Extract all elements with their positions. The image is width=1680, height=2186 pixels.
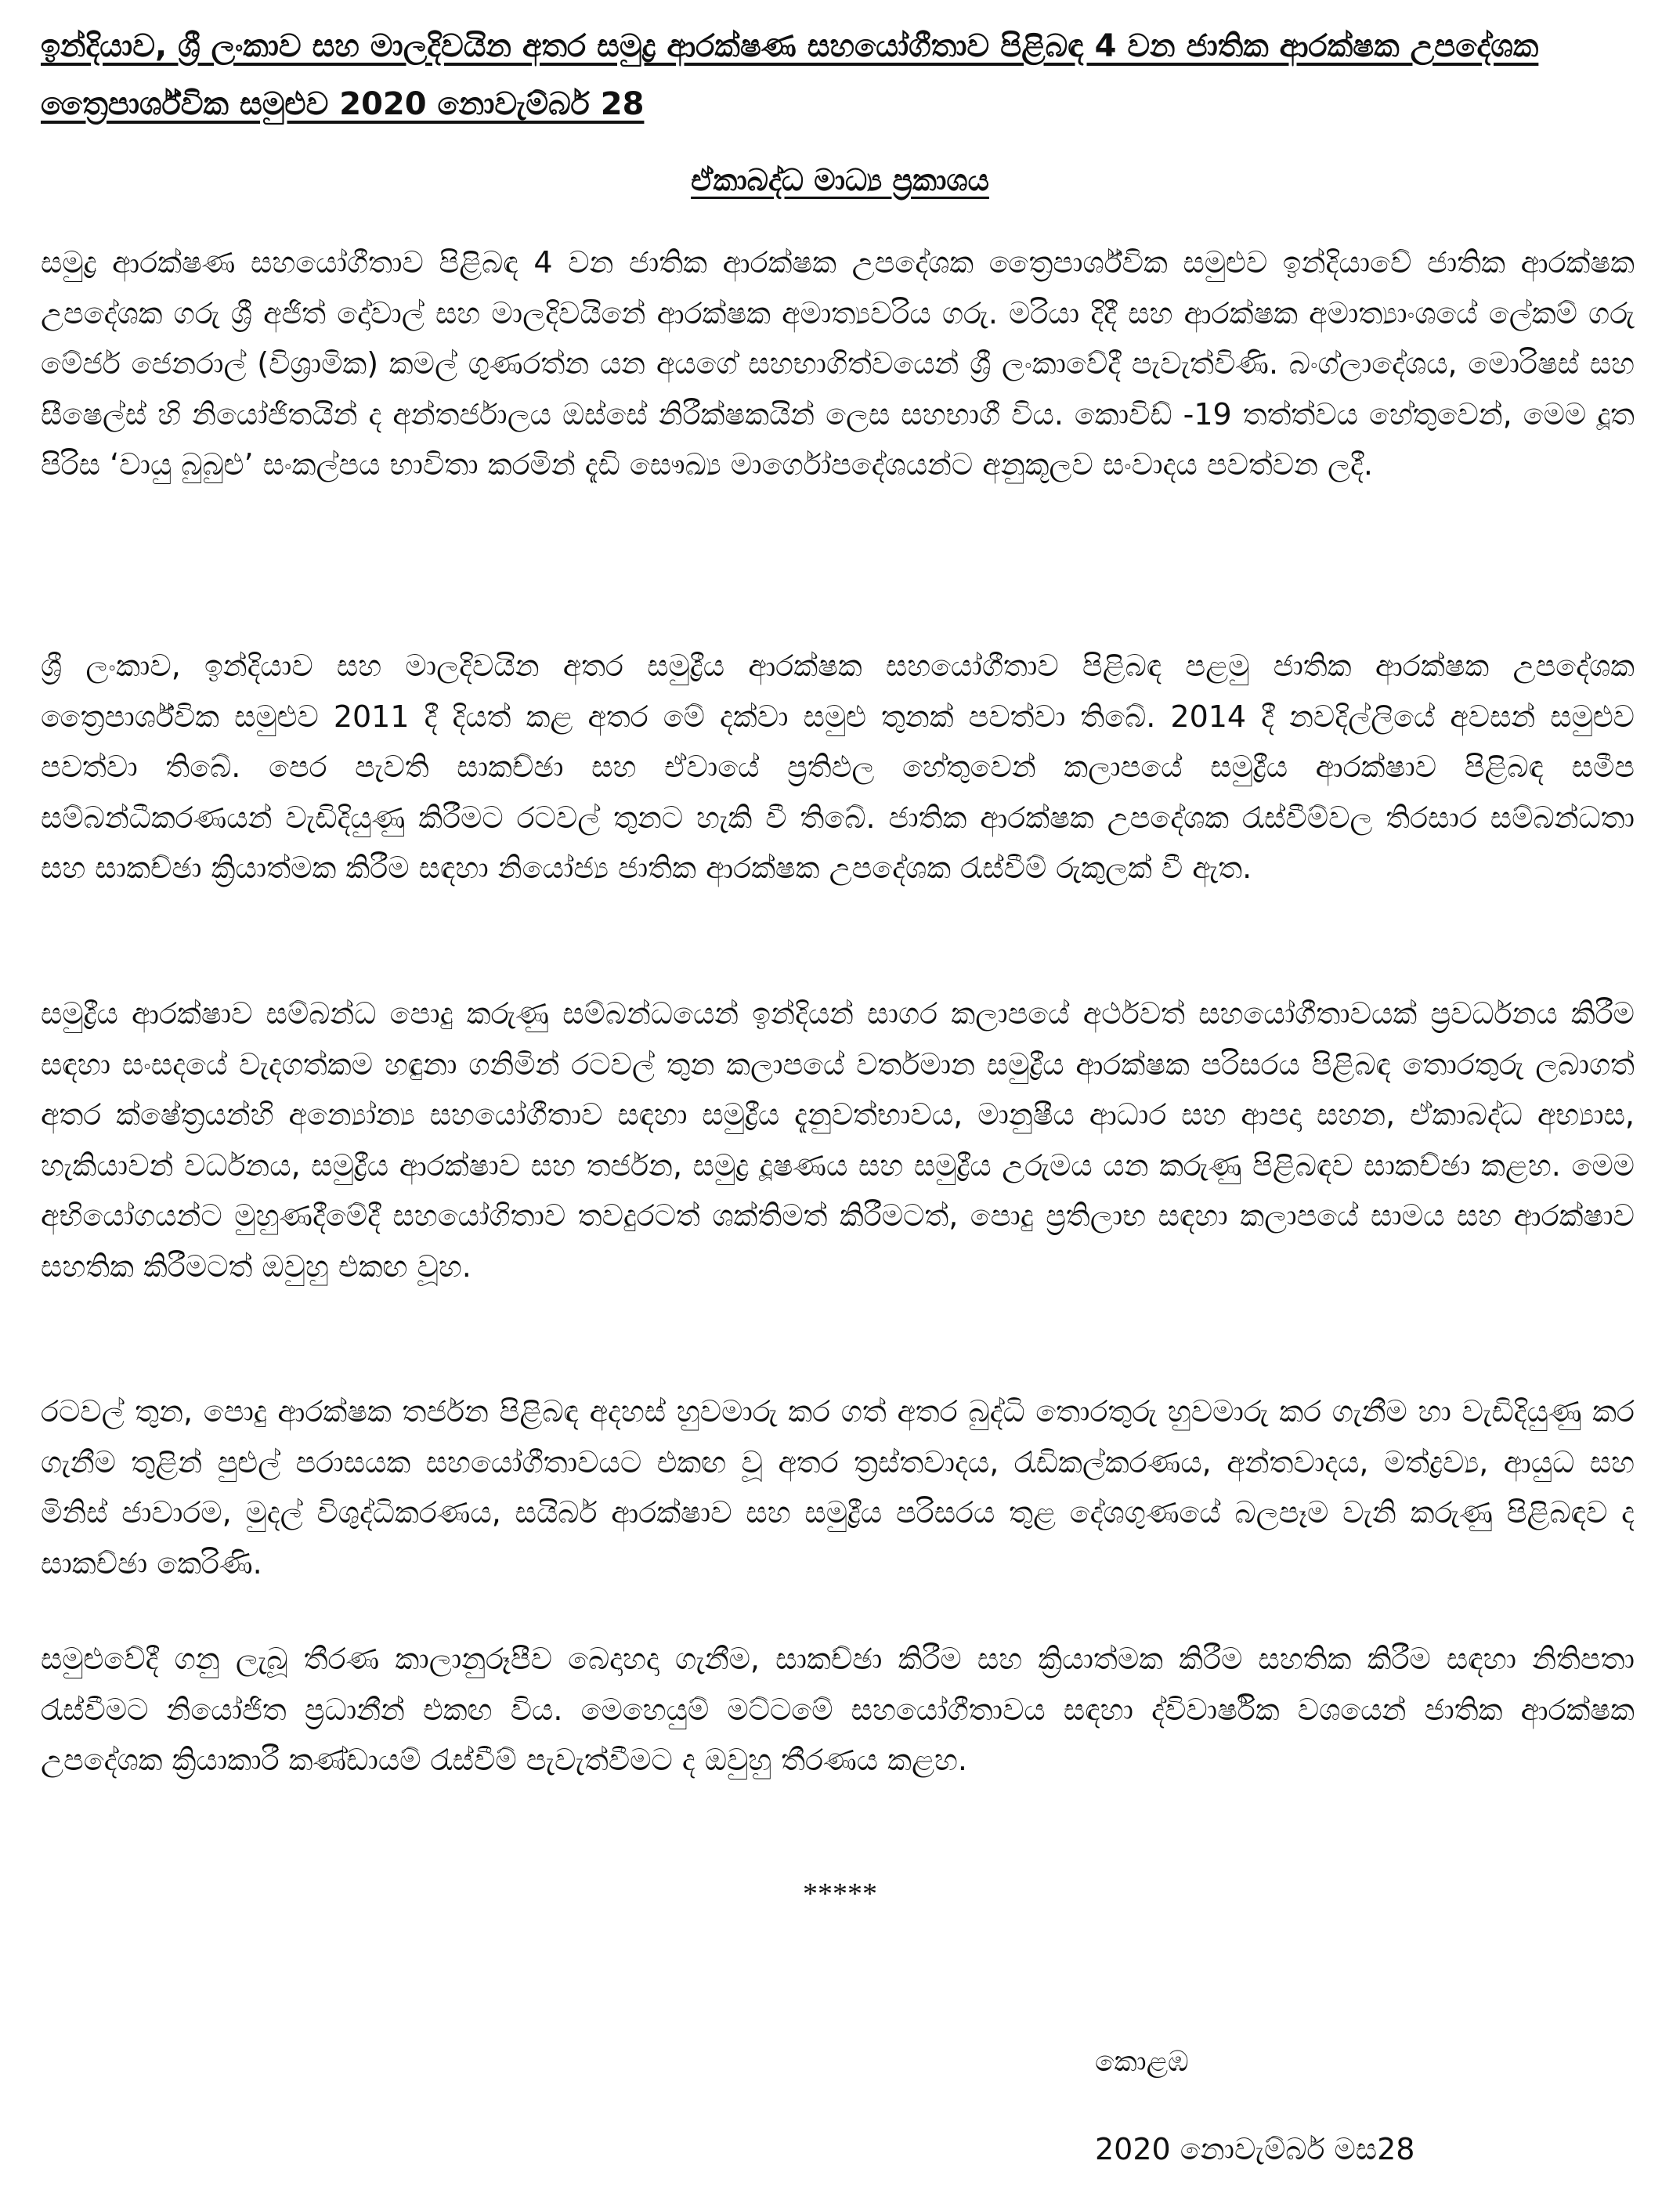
paragraph: රටවල් තුන, පොදු ආරක්ෂක තර්ජන පිළිබඳ අදහස් හුවමාරු කර ගත් අතර බුද්ධි තොරතුරු හුවමාරු කර ගැනීම හා වැඩිදියුණු කර ගැනීම තුළින් පුළුල් පරාසයක සහයෝගීතාවයට එකඟ වූ අතර ත්‍රස්තවාදය, රැඩිකල්කරණය, අන්තවාදය, මත්ද්‍රව්‍ය, ආයුධ සහ මිනිස් ජාවාරම, මුදල් විශුද්ධිකරණය, සයිබර් ආරක්ෂාව සහ සමුද්‍රීය පරිසරය තුළ දේශගුණයේ බලපෑම වැනි කරුණු පිළිබඳව ද සාකච්ඡා කෙරිණි. — [41, 1394, 1635, 1581]
document-title: ඉන්දියාව, ශ්‍රී ලංකාව සහ මාලදිවයින අතර සමුද්‍ර ආරක්ෂණ සහයෝගීතාව පිළිබඳ 4 වන ජාතික ආරක්ෂක උපදේශක ත්‍රෛපාර්ශ්වික සමුළුව 2020 නොවැම්බර් 28 — [41, 28, 1539, 122]
document-subtitle: ඒකාබද්ධ මාධ්‍ය ප්‍රකාශය — [691, 163, 989, 197]
paragraph: සමුළුවේදී ගනු ලැබූ තීරණ කාලානුරූපීව බෙදාහදා ගැනීම, සාකච්ඡා කිරීම සහ ක්‍රියාත්මක කිරීම සහතික කිරීම සඳහා නිතිපතා රැස්වීමට නියෝජිත ප්‍රධානීන් එකඟ විය. මෙහෙයුම් මට්ටමේ සහයෝගීතාවය සඳහා ද්විවාර්ෂික වශයෙන් ජාතික ආරක්ෂක උපදේශක ක්‍රියාකාරී කණ්ඩායම් රැස්වීම් පැවැත්වීමට ද ඔවුහු තීරණය කළහ. — [41, 1642, 1635, 1777]
paragraph: සමුද්‍රීය ආරක්ෂාව සම්බන්ධ පොදු කරුණු සම්බන්ධයෙන් ඉන්දියන් සාගර කලාපයේ අර්ථවත් සහයෝගීතාවයක් ප්‍රවර්ධනය කිරීම සඳහා සංසදයේ වැදගත්කම හඳුනා ගනිමින් රටවල් තුන කලාපයේ වර්තමාන සමුද්‍රීය ආරක්ෂක පරිසරය පිළිබඳ තොරතුරු ලබාගත් අතර ක්ෂේත්‍රයන්හි අන්‍යෝන්‍ය සහයෝගීතාව සඳහා සමුද්‍රීය දැනුවත්භාවය, මානුෂීය ආධාර සහ ආපදා සහන, ඒකාබද්ධ අභ්‍යාස, හැකියාවන් වර්ධනය, සමුද්‍රීය ආරක්ෂාව සහ තර්ජන, සමුද්‍ර දූෂණය සහ සමුද්‍රීය උරුමය යන කරුණු පිළිබඳව සාකච්ඡා කළහ. මෙම අභියෝගයන්ට මුහුණදීමේදී සහයෝගිතාව තවදුරටත් ශක්තිමත් කිරීමටත්, පොදු ප්‍රතිලාභ සඳහා කලාපයේ සාමය සහ ආරක්ෂාව සහතික කිරීමටත් ඔවුහු එකඟ වූහ. — [41, 996, 1635, 1284]
separator: ***** — [803, 1877, 877, 1910]
document-date: 2020 නොවැම්බර් මස28 — [1095, 2132, 1415, 2166]
paragraph: ශ්‍රී ලංකාව, ඉන්දියාව සහ මාලදිවයින අතර සමුද්‍රීය ආරක්ෂක සහයෝගීතාව පිළිබඳ පළමු ජාතික ආරක්ෂක උපදේශක ත්‍රෛපාර්ශ්වික සමුළුව 2011 දී දියත් කළ අතර මේ දක්වා සමුළු තුනක් පවත්වා තිබේ. 2014 දී නවදිල්ලියේ අවසන් සමුළුව පවත්වා තිබේ. පෙර පැවති සාකච්ඡා සහ ඒවායේ ප්‍රතිඵල හේතුවෙන් කලාපයේ සමුද්‍රීය ආරක්ෂාව පිළිබඳ සමීප සම්බන්ධීකරණයන් වැඩිදියුණු කිරීමට රටවල් තුනට හැකි වී තිබේ. ජාතික ආරක්ෂක උපදේශක රැස්වීම්වල තිරසාර සම්බන්ධතා සහ සාකච්ඡා ක්‍රියාත්මක කිරීම සඳහා නියෝජ්‍ය ජාතික ආරක්ෂක උපදේශක රැස්වීම් රුකුලක් වී ඇත. — [41, 649, 1635, 885]
paragraph: සමුද්‍ර ආරක්ෂණ සහයෝගීතාව පිළිබඳ 4 වන ජාතික ආරක්ෂක උපදේශක ත්‍රෛපාර්ශ්වික සමුළුව ඉන්දියාවේ ජාතික ආරක්ෂක උපදේශක ගරු ශ්‍රී අජිත් දෝවාල් සහ මාලදිවයිනේ ආරක්ෂක අමාත්‍යවරිය ගරු. මරියා දිදී සහ ආරක්ෂක අමාත්‍යාංශයේ ලේකම් ගරු මේජර් ජෙනරාල් (විශ්‍රාමික) කමල් ගුණරත්න යන අයගේ සහභාගිත්වයෙන් ශ්‍රී ලංකාවේදී පැවැත්විණි. බංග්ලාදේශය, මොරිෂස් සහ සීෂෙල්ස් හි නියෝජිතයින් ද අන්තර්ජාලය ඔස්සේ නිරීක්ෂකයින් ලෙස සහභාගී විය. කොවිඩ් -19 තත්ත්වය හේතුවෙන්, මෙම දූත පිරිස ‘වායු බුබුළු’ සංකල්පය භාවිතා කරමින් දැඩි සෞඛ්‍ය මාර්ගෝපදේශයන්ට අනුකූලව සංවාදය පවත්වන ලදී. — [41, 245, 1635, 482]
place-name: කොළඹ — [1095, 2046, 1189, 2078]
